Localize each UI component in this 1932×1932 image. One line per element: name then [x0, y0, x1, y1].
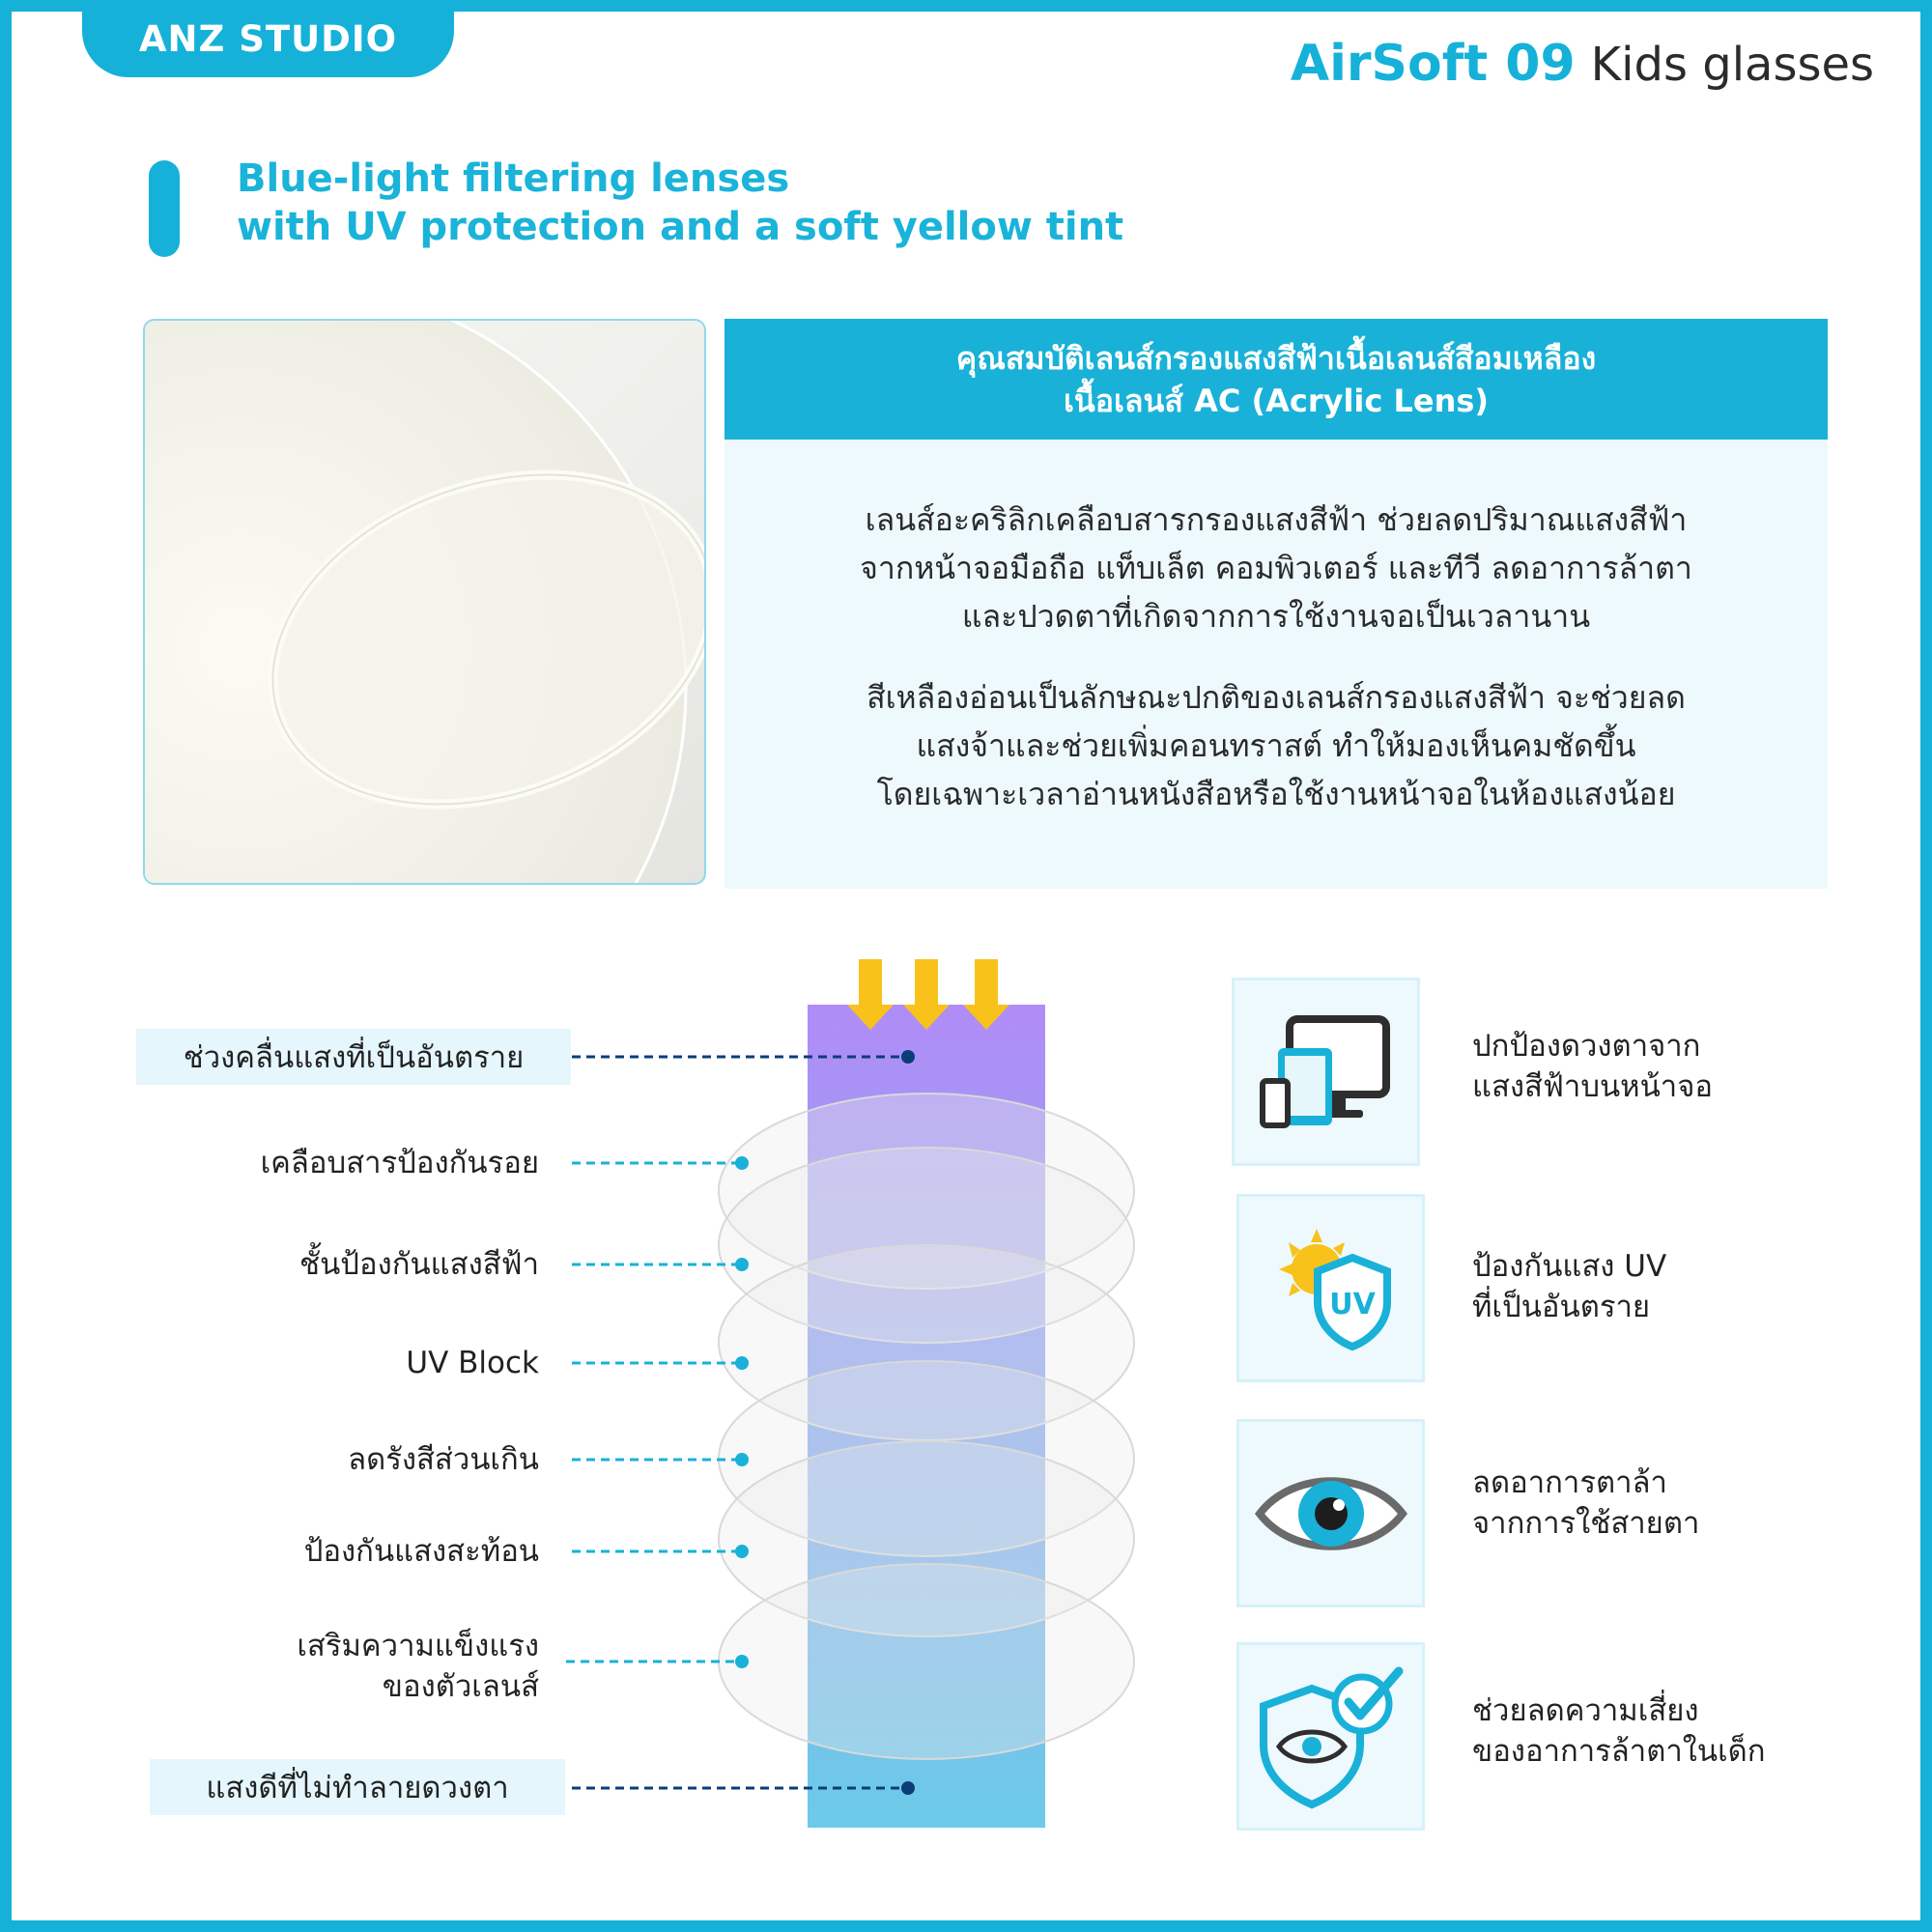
benefit-3-line-2: จากการใช้สายตา	[1472, 1506, 1700, 1541]
benefit-1-line-2: แสงสีฟ้าบนหน้าจอ	[1472, 1069, 1713, 1104]
benefit-tile-eye	[1236, 1419, 1425, 1607]
headline-line-1: Blue-light filtering lenses	[237, 156, 790, 201]
layer-label: ลดรังสีส่วนเกิน	[348, 1442, 539, 1477]
benefit-4-line-2: ของอาการล้าตาในเด็ก	[1472, 1734, 1766, 1769]
leader-dot	[901, 1781, 915, 1795]
leader-dot	[735, 1655, 749, 1668]
safe-light-text: แสงดีที่ไม่ทำลายดวงตา	[206, 1771, 509, 1805]
spec-p2-line-2: แสงจ้าและช่วยเพิ่มคอนทราสต์ ทำให้มองเห็นคมชัดขึ้น	[916, 727, 1636, 764]
layer-label: ชั้นป้องกันแสงสีฟ้า	[299, 1247, 539, 1282]
benefit-3-line-1: ลดอาการตาล้า	[1472, 1465, 1667, 1500]
brand-name: ANZ STUDIO	[138, 17, 398, 60]
benefit-text-uv	[1472, 1246, 1666, 1327]
leader-dot	[735, 1356, 749, 1370]
benefit-tile-uv	[1236, 1194, 1425, 1382]
spec-p1-line-1: เลนส์อะคริลิกเคลือบสารกรองแสงสีฟ้า ช่วยลดปริมาณแสงสีฟ้า	[865, 501, 1688, 538]
layer-label: ป้องกันแสงสะท้อน	[303, 1534, 539, 1569]
spec-p1-line-2: จากหน้าจอมือถือ แท็บเล็ต คอมพิวเตอร์ และทีวี ลดอาการล้าตา	[860, 550, 1692, 586]
eye-shield-check-icon	[1254, 1660, 1408, 1814]
benefit-text-eye	[1472, 1463, 1699, 1544]
eye-icon	[1254, 1461, 1408, 1567]
benefit-1-line-1: ปกป้องดวงตาจาก	[1472, 1029, 1701, 1064]
headline-line-2: with UV protection and a soft yellow tint	[237, 205, 1124, 249]
benefit-text-screen	[1472, 1026, 1713, 1107]
strength-line-1: เสริมความแข็งแรง	[297, 1629, 539, 1663]
safe-light-label	[150, 1759, 565, 1815]
harmful-light-text: ช่วงคลื่นแสงที่เป็นอันตราย	[183, 1040, 525, 1075]
product-model: AirSoft 09	[1290, 35, 1576, 93]
leader-dot	[735, 1545, 749, 1558]
harmful-light-label	[136, 1029, 571, 1085]
leader-dot	[735, 1453, 749, 1466]
svg-text:UV: UV	[1328, 1287, 1376, 1321]
spec-header-line-2: เนื้อเลนส์ AC (Acrylic Lens)	[1063, 382, 1490, 419]
benefit-2-line-2: ที่เป็นอันตราย	[1472, 1290, 1651, 1324]
uv-shield-icon	[1264, 1221, 1399, 1356]
benefit-4-line-1: ช่วยลดความเสี่ยง	[1472, 1693, 1699, 1728]
strength-line-2: ของตัวเลนส์	[382, 1669, 539, 1704]
lens-layer	[719, 1564, 1134, 1759]
devices-icon	[1259, 1009, 1394, 1135]
benefit-tile-kids	[1236, 1642, 1425, 1831]
spec-p2-line-3: โดยเฉพาะเวลาอ่านหนังสือหรือใช้งานหน้าจอในห้องแสงน้อย	[876, 776, 1676, 812]
leader-dot	[735, 1156, 749, 1170]
product-name: Kids glasses	[1590, 38, 1874, 92]
benefit-2-line-1: ป้องกันแสง UV	[1472, 1249, 1667, 1284]
benefit-text-kids	[1472, 1690, 1766, 1772]
spec-p1-line-3: และปวดตาที่เกิดจากการใช้งานจอเป็นเวลานาน	[961, 598, 1591, 635]
benefit-tile-screen	[1232, 978, 1420, 1166]
leader-dot	[901, 1050, 915, 1064]
incoming-arrows	[847, 959, 1009, 1030]
layer-label-strength	[297, 1626, 539, 1707]
layer-label: เคลือบสารป้องกันรอย	[260, 1146, 539, 1180]
layer-label: UV Block	[406, 1346, 539, 1380]
spec-header-line-1: คุณสมบัติเลนส์กรองแสงสีฟ้าเนื้อเลนส์สีอมเหลือง	[955, 339, 1597, 377]
leader-dot	[735, 1258, 749, 1271]
spec-p2-line-1: สีเหลืองอ่อนเป็นลักษณะปกติของเลนส์กรองแสงสีฟ้า จะช่วยลด	[867, 679, 1686, 716]
